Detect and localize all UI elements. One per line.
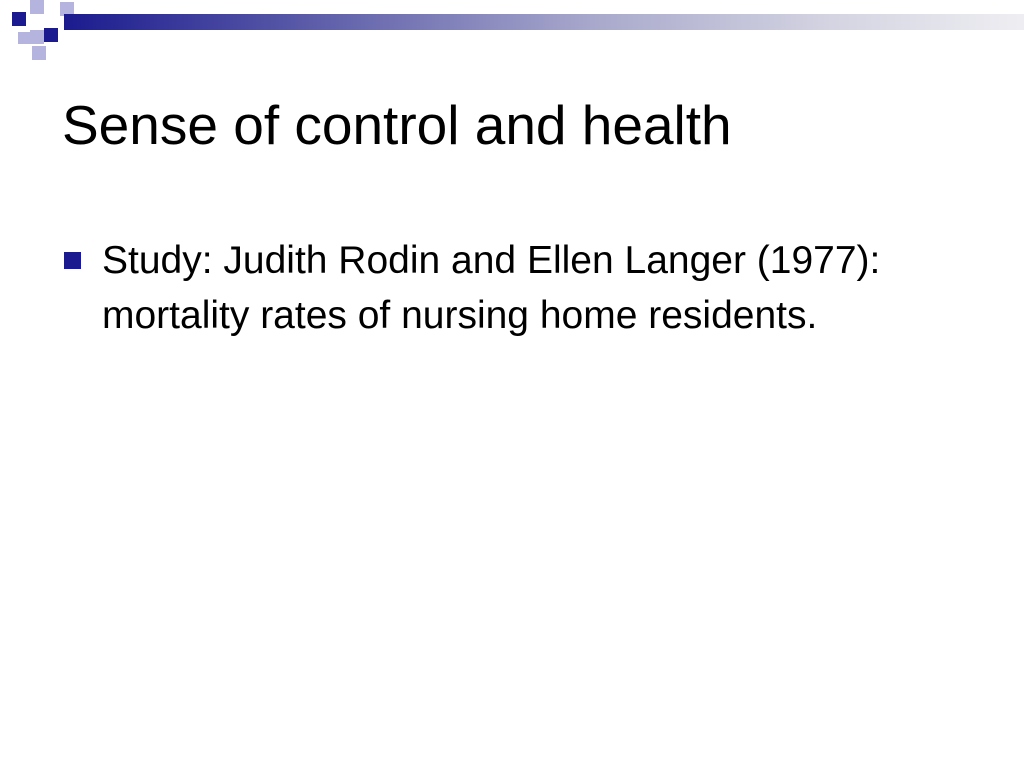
square-bullet-icon [64,252,81,269]
slide-title: Sense of control and health [62,94,732,156]
checker-square [32,46,46,60]
bullet-text: Study: Judith Rodin and Ellen Langer (1977): mortality rates of nursing home residents. [102,239,881,337]
bullet-list [62,233,942,343]
checker-square [44,28,58,42]
checker-square [18,32,30,44]
checker-square [30,0,44,14]
checker-square [12,12,26,26]
checker-square [30,30,44,44]
bullet-item [62,233,942,343]
header-gradient-bar [64,14,1024,30]
